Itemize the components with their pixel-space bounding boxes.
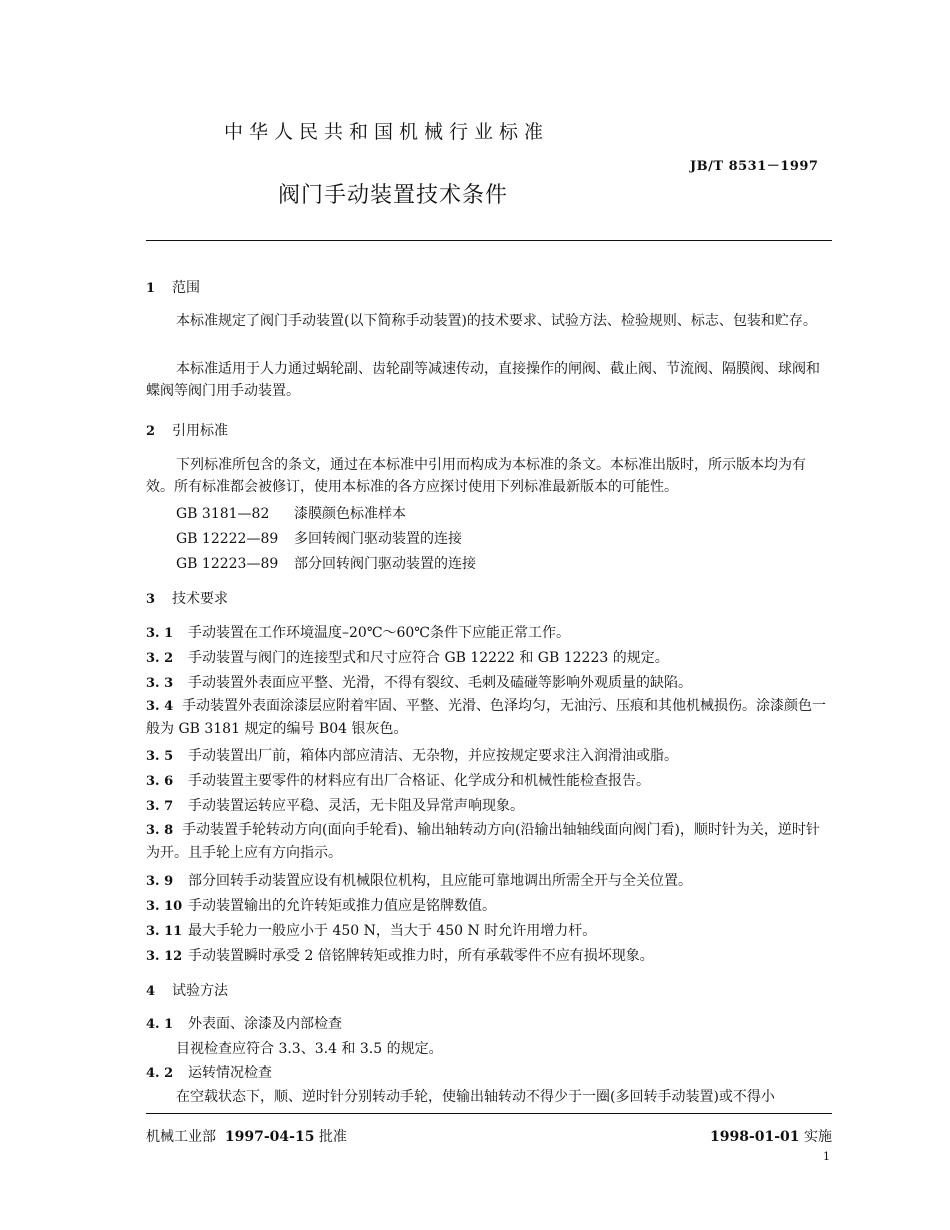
reference-item: GB 3181—82 漆膜颜色标准样本 xyxy=(176,506,406,522)
clause-3-11: 3. 11 最大手轮力一般应小于 450 N，当大于 450 N 时允许用增力杆。 xyxy=(146,923,597,939)
section-4-heading: 4 试验方法 xyxy=(146,983,228,999)
section-3-heading: 3 技术要求 xyxy=(146,591,228,607)
clause-3-3: 3. 3 手动装置外表面应平整、光滑，不得有裂纹、毛刺及磕碰等影响外观质量的缺陷。 xyxy=(146,675,692,691)
clause-3-8: 3. 8 手动装置手轮转动方向(面向手轮看)、输出轴转动方向(沿输出轴轴线面向阀门看)，顺时针为关，逆时针为开。且手轮上应有方向指示。 xyxy=(146,822,820,861)
standard-number: JB/T 8531－1997 xyxy=(690,159,819,174)
clause-3-10: 3. 10 手动装置输出的允许转矩或推力值应是铭牌数值。 xyxy=(146,898,496,914)
page-number: 1 xyxy=(823,1150,830,1163)
section-2-para-1: 下列标准所包含的条文，通过在本标准中引用而构成为本标准的条文。本标准出版时，所示版本均为有效。所有标准都会被修订，使用本标准的各方应探讨使用下列标准最新版本的可能性。 xyxy=(146,457,806,495)
clause-3-12: 3. 12 手动装置瞬时承受 2 倍铭牌转矩或推力时，所有承载零件不应有损坏现象。 xyxy=(146,948,654,964)
implementation-info: 1998-01-01 实施 xyxy=(709,1129,832,1145)
standard-category: 中华人民共和国机械行业标准 xyxy=(224,121,550,143)
section-1-para-1: 本标准规定了阀门手动装置(以下简称手动装置)的技术要求、试验方法、检验规则、标志、包装和贮存。 xyxy=(176,313,817,329)
reference-item: GB 12223—89 部分回转阀门驱动装置的连接 xyxy=(176,556,476,572)
section-1-para-2: 本标准适用于人力通过蜗轮副、齿轮副等减速传动，直接操作的闸阀、截止阀、节流阀、隔膜阀、球阀和蝶阀等阀门用手动装置。 xyxy=(146,361,820,399)
clause-4-1-text: 目视检查应符合 3.3、3.4 和 3.5 的规定。 xyxy=(176,1041,443,1057)
clause-3-1: 3. 1 手动装置在工作环境温度–20℃～60℃条件下应能正常工作。 xyxy=(146,625,570,641)
section-2-heading: 2 引用标准 xyxy=(146,423,228,439)
approval-info: 机械工业部 1997-04-15 批准 xyxy=(146,1129,347,1145)
clause-4-2-text: 在空载状态下，顺、逆时针分别转动手轮，使输出轴转动不得少于一圈(多回转手动装置)或不得小 xyxy=(176,1089,775,1105)
clause-4-1-title: 4. 1 外表面、涂漆及内部检查 xyxy=(146,1016,342,1032)
section-1-heading: 1 范围 xyxy=(146,280,200,296)
clause-3-2: 3. 2 手动装置与阀门的连接型式和尺寸应符合 GB 12222 和 GB 12223 的规定。 xyxy=(146,650,669,666)
clause-3-6: 3. 6 手动装置主要零件的材料应有出厂合格证、化学成分和机械性能检查报告。 xyxy=(146,773,650,789)
clause-3-5: 3. 5 手动装置出厂前，箱体内部应清洁、无杂物，并应按规定要求注入润滑油或脂。 xyxy=(146,748,678,764)
footer-divider xyxy=(146,1113,832,1114)
header-divider xyxy=(146,240,832,241)
clause-3-4: 3. 4 手动装置外表面涂漆层应附着牢固、平整、光滑、色泽均匀，无油污、压痕和其他机械损伤。涂漆颜色一般为 GB 3181 规定的编号 B04 银灰色。 xyxy=(146,698,827,737)
clause-4-2-title: 4. 2 运转情况检查 xyxy=(146,1065,272,1081)
reference-item: GB 12222—89 多回转阀门驱动装置的连接 xyxy=(176,531,462,547)
clause-3-7: 3. 7 手动装置运转应平稳、灵活，无卡阻及异常声响现象。 xyxy=(146,798,524,814)
clause-3-9: 3. 9 部分回转手动装置应设有机械限位机构，且应能可靠地调出所需全开与全关位置。 xyxy=(146,873,692,889)
document-title: 阀门手动装置技术条件 xyxy=(278,183,509,208)
